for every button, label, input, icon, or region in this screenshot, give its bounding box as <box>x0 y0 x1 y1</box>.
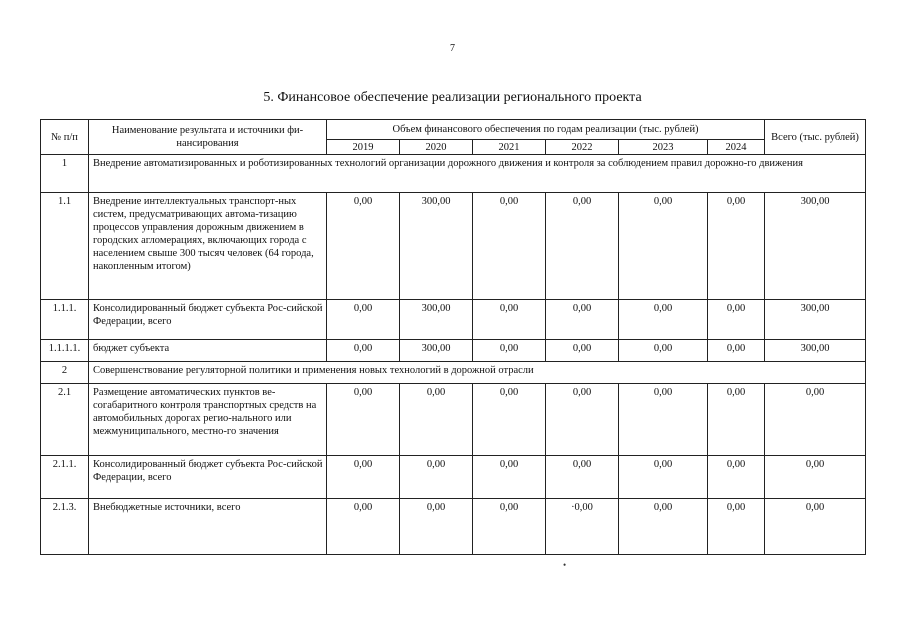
year-value: 0,00 <box>708 193 765 300</box>
year-value: 0,00 <box>708 300 765 340</box>
year-value: 0,00 <box>400 499 473 555</box>
year-value: 0,00 <box>619 499 708 555</box>
total-value: 0,00 <box>765 456 866 499</box>
year-value: 0,00 <box>546 340 619 362</box>
row-number: 2 <box>41 362 89 384</box>
table-row <box>41 499 866 555</box>
header-year: 2021 <box>473 140 546 155</box>
year-value: ·0,00 <box>546 499 619 555</box>
row-number: 2.1 <box>41 384 89 456</box>
year-value: 0,00 <box>619 193 708 300</box>
year-value: 0,00 <box>400 384 473 456</box>
year-value: 0,00 <box>400 456 473 499</box>
row-number: 1 <box>41 155 89 193</box>
year-value: 0,00 <box>473 340 546 362</box>
row-number: 1.1 <box>41 193 89 300</box>
header-volume: Объем финансового обеспечения по годам реализации (тыс. рублей) <box>327 120 765 140</box>
header-year: 2020 <box>400 140 473 155</box>
year-value: 0,00 <box>327 300 400 340</box>
year-value: 0,00 <box>546 384 619 456</box>
row-name: бюджет субъекта <box>89 340 327 362</box>
financing-table <box>40 119 866 555</box>
year-value: 0,00 <box>546 193 619 300</box>
section-title-cell: Внедрение автоматизированных и роботизированных технологий организации дорожного движения и контроля за соблюдением правил дорожно-го движения <box>89 155 866 193</box>
header-year: 2019 <box>327 140 400 155</box>
table-row <box>41 340 866 362</box>
year-value: 0,00 <box>473 499 546 555</box>
total-value: 0,00 <box>765 499 866 555</box>
header-year: 2022 <box>546 140 619 155</box>
row-number: 1.1.1. <box>41 300 89 340</box>
table-row <box>41 456 866 499</box>
section-row <box>41 155 866 193</box>
row-number: 1.1.1.1. <box>41 340 89 362</box>
year-value: 0,00 <box>546 456 619 499</box>
year-value: 300,00 <box>400 193 473 300</box>
row-number: 2.1.1. <box>41 456 89 499</box>
table-row <box>41 193 866 300</box>
header-total: Всего (тыс. рублей) <box>765 120 866 155</box>
year-value: 0,00 <box>473 384 546 456</box>
year-value: 0,00 <box>473 456 546 499</box>
year-value: 0,00 <box>619 300 708 340</box>
total-value: 300,00 <box>765 300 866 340</box>
total-value: 0,00 <box>765 384 866 456</box>
header-year: 2024 <box>708 140 765 155</box>
year-value: 0,00 <box>327 499 400 555</box>
table-row <box>41 300 866 340</box>
section-row <box>41 362 866 384</box>
year-value: 0,00 <box>473 193 546 300</box>
row-name: Размещение автоматических пунктов ве-согабаритного контроля транспортных средств на автомобильных дорогах регио-нального или межмуниципального, местно-го значения <box>89 384 327 456</box>
year-value: 0,00 <box>327 384 400 456</box>
row-name: Внебюджетные источники, всего <box>89 499 327 555</box>
year-value: 0,00 <box>546 300 619 340</box>
year-value: 0,00 <box>708 384 765 456</box>
section-title: 5. Финансовое обеспечение реализации регионального проекта <box>263 90 642 105</box>
year-value: 0,00 <box>708 456 765 499</box>
page-number: 7 <box>450 43 455 54</box>
year-value: 0,00 <box>708 499 765 555</box>
table-row <box>41 384 866 456</box>
total-value: 300,00 <box>765 340 866 362</box>
year-value: 0,00 <box>327 456 400 499</box>
year-value: 0,00 <box>619 456 708 499</box>
row-number: 2.1.3. <box>41 499 89 555</box>
row-name: Консолидированный бюджет субъекта Рос-сийской Федерации, всего <box>89 456 327 499</box>
header-year: 2023 <box>619 140 708 155</box>
scan-speck: • <box>563 560 567 570</box>
year-value: 0,00 <box>619 384 708 456</box>
total-value: 300,00 <box>765 193 866 300</box>
year-value: 0,00 <box>327 193 400 300</box>
year-value: 0,00 <box>327 340 400 362</box>
year-value: 0,00 <box>708 340 765 362</box>
section-title-cell: Совершенствование регуляторной политики и применения новых технологий в дорожной отрасли <box>89 362 866 384</box>
header-name: Наименование результата и источники фи-нансирования <box>89 120 327 155</box>
row-name: Внедрение интеллектуальных транспорт-ных систем, предусматривающих автома-тизацию процессов управления дорожным движением в городских агломерациях, включающих города с населением свыше 300 тысяч человек (64 города, накопленным итогом) <box>89 193 327 300</box>
header-num: № п/п <box>41 120 89 155</box>
row-name: Консолидированный бюджет субъекта Рос-сийской Федерации, всего <box>89 300 327 340</box>
year-value: 0,00 <box>473 300 546 340</box>
year-value: 300,00 <box>400 340 473 362</box>
year-value: 300,00 <box>400 300 473 340</box>
year-value: 0,00 <box>619 340 708 362</box>
